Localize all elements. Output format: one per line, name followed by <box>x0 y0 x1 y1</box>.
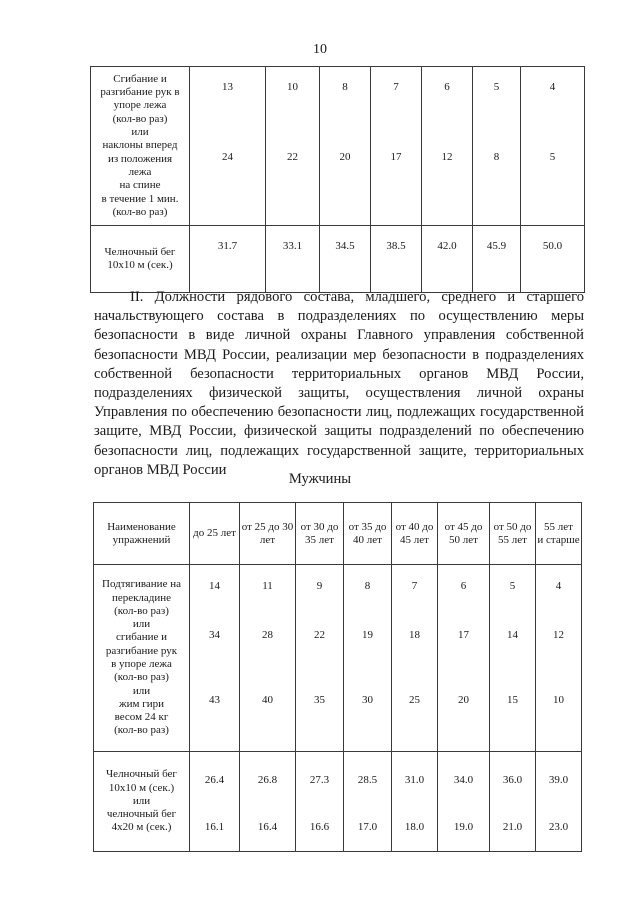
value: 26.8 <box>257 774 278 786</box>
value: 5 <box>493 81 500 93</box>
label-line: жим гири <box>119 697 164 710</box>
label-line: 4x20 м (сек.) <box>111 821 172 834</box>
value-cell <box>344 752 392 852</box>
label-line: или <box>132 618 151 631</box>
value: 34.0 <box>453 774 474 786</box>
header-line: упражнений <box>112 533 171 546</box>
value: 5 <box>549 151 556 163</box>
column-header <box>190 503 240 565</box>
value-cell <box>473 67 521 226</box>
value-cell <box>392 565 438 752</box>
value-cell <box>422 67 473 226</box>
value: 25 <box>409 694 420 706</box>
label-line: (кол-во раз) <box>114 604 169 617</box>
value-cell <box>438 752 490 852</box>
header-line: от 40 до <box>395 520 434 533</box>
value: 5 <box>509 580 516 592</box>
value: 8 <box>364 580 371 592</box>
label-line: разгибание рук <box>105 644 178 657</box>
header-line: от 30 до <box>300 520 339 533</box>
column-header <box>240 503 296 565</box>
value: 23.0 <box>548 821 569 833</box>
value-cell <box>438 565 490 752</box>
header-line: 35 лет <box>305 533 334 546</box>
value: 7 <box>411 580 418 592</box>
table-row <box>94 565 582 752</box>
label-line: или <box>131 126 149 139</box>
label-line: в течение 1 мин. <box>101 192 179 205</box>
value: 19 <box>362 629 373 641</box>
header-line: от 50 до <box>493 520 532 533</box>
header-line: от 25 до 30 <box>241 520 294 533</box>
label-line: (кол-во раз) <box>112 112 168 125</box>
label-line: перекладине <box>111 591 172 604</box>
value: 40 <box>262 694 273 706</box>
exercise-name-cell <box>91 226 190 293</box>
value: 39.0 <box>548 774 569 786</box>
label-line: на спине <box>119 179 161 192</box>
value: 26.4 <box>204 774 225 786</box>
table-row <box>91 67 585 226</box>
value: 4 <box>555 580 562 592</box>
column-header <box>392 503 438 565</box>
table-row <box>94 752 582 852</box>
exercise-name-cell <box>94 565 190 752</box>
section-text: II. Должности рядового состава, младшего, среднего и старшего начальствующего состава в подразделениях по осуществлению меры безопасности в виде личной охраны Главного управления собственной безопасности МВД России, реализации мер безопасности в подразделениях собственной безопасности территориальных органов МВД России, подразделениях физической защиты, осуществления личной охраны Управления по обеспечению безопасности лиц, подлежащих государственной защите, МВД России, физической защиты подразделений по обеспечению безопасности лиц, подлежащих государственной защите, территориальных органов МВД России <box>94 289 584 478</box>
value: 12 <box>441 151 453 163</box>
value: 34 <box>209 629 220 641</box>
value: 31.0 <box>404 774 425 786</box>
value: 17 <box>390 151 402 163</box>
header-line: 45 лет <box>400 533 429 546</box>
label-line: Челночный бег <box>106 768 177 781</box>
value: 15 <box>507 694 518 706</box>
column-header <box>344 503 392 565</box>
value-cell: 34.5 <box>320 226 371 293</box>
value: 22 <box>287 151 298 163</box>
value: 16.1 <box>204 821 225 833</box>
value: 16.4 <box>257 821 278 833</box>
column-header <box>438 503 490 565</box>
value-cell: 33.1 <box>266 226 320 293</box>
label-line: (кол-во раз) <box>112 205 168 218</box>
label-line: Подтягивание на <box>102 578 181 591</box>
label-line: (кол-во раз) <box>114 671 169 684</box>
value: 20 <box>339 151 351 163</box>
value: 4 <box>549 81 556 93</box>
value: 14 <box>507 629 518 641</box>
label-line: Сгибание и <box>113 72 167 85</box>
value-cell: 50.0 <box>521 226 585 293</box>
value-cell <box>296 565 344 752</box>
header-line: до 25 лет <box>193 527 236 539</box>
value-cell <box>521 67 585 226</box>
label-line: наклоны вперед <box>102 139 178 152</box>
header-line: от 35 до <box>348 520 387 533</box>
label-line: лежа <box>128 165 152 178</box>
value: 17.0 <box>357 821 378 833</box>
header-line: и старше <box>537 533 580 546</box>
value-cell <box>190 752 240 852</box>
column-header <box>296 503 344 565</box>
exercise-name-cell <box>91 67 190 226</box>
value-cell <box>490 752 536 852</box>
value: 21.0 <box>502 821 523 833</box>
label-line: весом 24 кг <box>114 711 169 724</box>
header-line: лет <box>259 533 276 546</box>
value: 6 <box>460 580 467 592</box>
label-line: 10x10 м (сек.) <box>107 259 173 271</box>
header-line: от 45 до <box>444 520 483 533</box>
value: 28.5 <box>357 774 378 786</box>
value: 28 <box>262 629 273 641</box>
value: 14 <box>209 580 220 592</box>
value: 16.6 <box>309 821 330 833</box>
value: 13 <box>222 81 233 93</box>
value-cell <box>344 565 392 752</box>
value-cell <box>536 752 582 852</box>
label-line: челночный бег <box>106 808 177 821</box>
value: 7 <box>393 81 399 93</box>
value: 10 <box>553 694 564 706</box>
value-cell <box>190 565 240 752</box>
value-cell <box>371 67 422 226</box>
label-line: сгибание и <box>115 631 168 644</box>
value: 12 <box>553 629 564 641</box>
value-cell: 31.7 <box>190 226 266 293</box>
value-cell: 42.0 <box>422 226 473 293</box>
label-line: в упоре лежа <box>111 658 172 670</box>
label-line: 10x10 м (сек.) <box>108 781 175 794</box>
page-number: 10 <box>313 42 327 57</box>
standards-table-continuation <box>90 66 585 293</box>
header-line: 40 лет <box>353 533 382 546</box>
value: 17 <box>458 629 469 641</box>
table-header-row <box>94 503 582 565</box>
value-cell <box>266 67 320 226</box>
column-header <box>94 503 190 565</box>
value-cell <box>490 565 536 752</box>
column-header <box>490 503 536 565</box>
label-line: разгибание рук в <box>100 86 180 99</box>
value-cell <box>240 565 296 752</box>
value: 36.0 <box>502 774 523 786</box>
value-cell <box>536 565 582 752</box>
exercise-label <box>91 73 189 219</box>
table-row <box>91 226 585 293</box>
value: 19.0 <box>453 821 474 833</box>
value: 27.3 <box>309 774 330 786</box>
value: 18.0 <box>404 821 425 833</box>
label-line: (кол-во раз) <box>114 724 169 737</box>
value-cell <box>320 67 371 226</box>
value: 9 <box>316 580 323 592</box>
column-header <box>536 503 582 565</box>
label-line: упоре лежа <box>113 99 167 112</box>
value: 35 <box>314 694 325 706</box>
exercise-name-cell <box>94 752 190 852</box>
header-line: 55 лет <box>544 520 573 533</box>
value: 30 <box>362 694 373 706</box>
value: 20 <box>458 694 469 706</box>
label-line: из положения <box>107 152 173 165</box>
header-line: 55 лет <box>498 533 527 546</box>
value: 24 <box>222 151 233 163</box>
men-standards-table <box>93 502 582 852</box>
value-cell: 38.5 <box>371 226 422 293</box>
value: 10 <box>287 81 298 93</box>
value-cell <box>240 752 296 852</box>
value: 43 <box>209 694 220 706</box>
header-line: Наименование <box>107 520 176 533</box>
label-line: или <box>132 794 151 807</box>
value-cell <box>296 752 344 852</box>
value-cell <box>392 752 438 852</box>
value: 22 <box>314 629 325 641</box>
section-heading-paragraph <box>94 288 584 480</box>
table-subtitle: Мужчины <box>288 471 352 487</box>
label-line: Челночный бег <box>104 245 176 258</box>
value-cell <box>190 67 266 226</box>
value: 11 <box>262 580 273 592</box>
label-line: или <box>132 684 151 697</box>
value-cell: 45.9 <box>473 226 521 293</box>
header-line: 50 лет <box>449 533 478 546</box>
value: 8 <box>493 151 500 163</box>
value: 6 <box>444 81 450 93</box>
value: 8 <box>342 81 348 93</box>
value: 18 <box>409 629 420 641</box>
